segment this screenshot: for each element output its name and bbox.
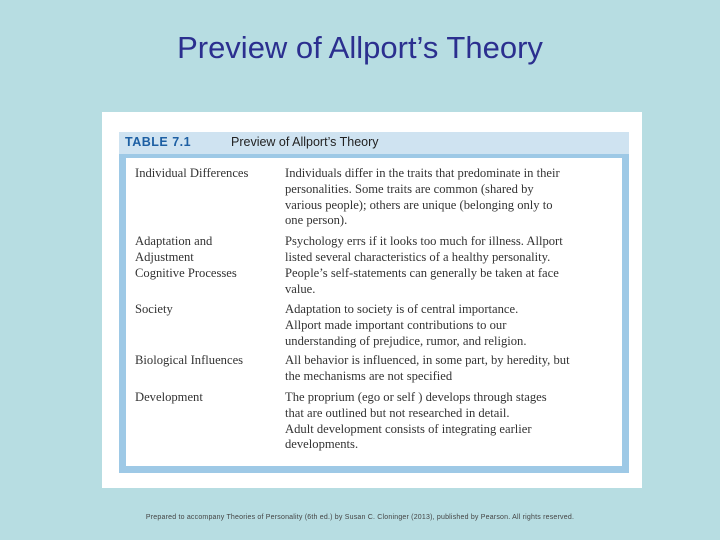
table-caption: Preview of Allport’s Theory — [231, 135, 379, 149]
row-description-line: various people); others are unique (belonging only to — [285, 197, 553, 212]
row-topic — [135, 266, 285, 282]
row-description-line: personalities. Some traits are common (shared by — [285, 181, 534, 196]
row-description-line: People’s self-statements can generally be taken at face — [285, 266, 559, 280]
row-description-line: The proprium (ego or self ) develops through stages — [285, 390, 547, 404]
row-topic — [135, 166, 285, 182]
slide-title: Preview of Allport’s Theory — [177, 30, 543, 65]
row-description-line: listed several characteristics of a healthy personality. — [285, 249, 551, 264]
slide-footer: Prepared to accompany Theories of Personality (6th ed.) by Susan C. Cloninger (2013), published by Pearson. All rights reserved. — [145, 514, 575, 521]
row-topic-line: Cognitive Processes — [135, 266, 237, 280]
row-topic-line: Biological Influences — [135, 353, 244, 367]
row-topic — [135, 390, 285, 406]
row-description-line: developments. — [285, 437, 359, 452]
row-topic — [135, 302, 285, 318]
row-description-line: All behavior is influenced, in some part, by heredity, but — [285, 353, 570, 367]
row-description-line: Psychology errs if it looks too much for illness. Allport — [285, 234, 563, 248]
row-description — [285, 353, 615, 385]
row-description-line: one person). — [285, 213, 348, 228]
table-body — [119, 154, 629, 473]
row-topic — [135, 353, 285, 369]
row-topic-line: Individual Differences — [135, 166, 249, 180]
row-topic — [135, 234, 285, 266]
row-description-line: that are outlined but not researched in detail. — [285, 405, 510, 420]
row-topic-line: Adjustment — [135, 249, 194, 264]
row-topic-line: Development — [135, 390, 203, 404]
row-description-line: Allport made important contributions to our — [285, 317, 507, 332]
row-description-line: understanding of prejudice, rumor, and religion. — [285, 333, 527, 348]
row-description-line: Adaptation to society is of central importance. — [285, 302, 519, 316]
row-description-line: the mechanisms are not specified — [285, 368, 453, 383]
row-description — [285, 234, 615, 266]
row-description — [285, 166, 615, 229]
row-description — [285, 302, 615, 349]
table-number: TABLE 7.1 — [125, 135, 192, 149]
row-topic-line: Society — [135, 302, 173, 316]
row-description-line: value. — [285, 281, 316, 296]
table-header — [119, 132, 629, 154]
row-description — [285, 266, 615, 298]
row-description — [285, 390, 615, 453]
table-panel — [102, 112, 642, 488]
row-description-line: Individuals differ in the traits that predominate in their — [285, 166, 560, 180]
row-description-line: Adult development consists of integrating earlier — [285, 421, 532, 436]
row-topic-line: Adaptation and — [135, 234, 213, 248]
